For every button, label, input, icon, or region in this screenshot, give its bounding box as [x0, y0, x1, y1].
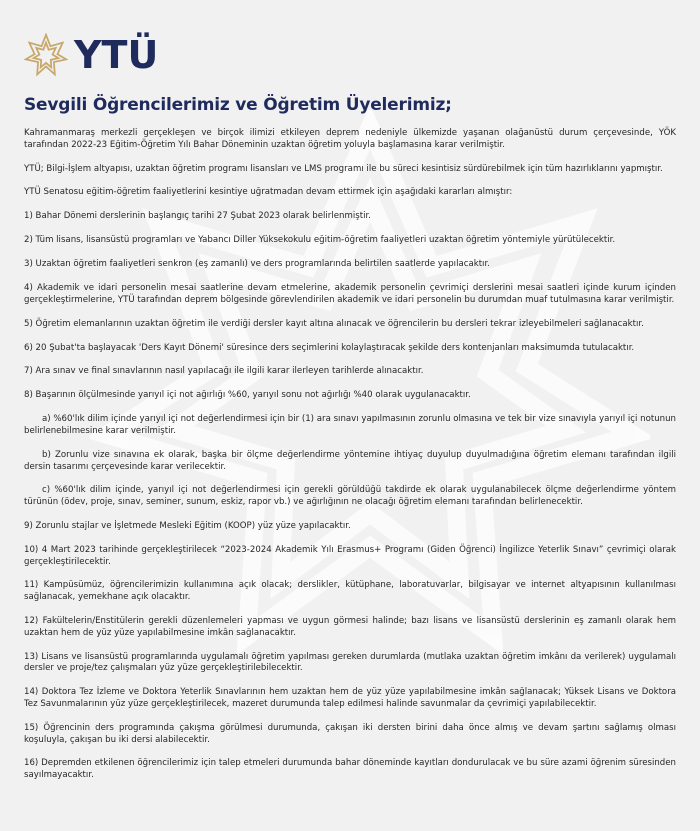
paragraph: c) %60'lık dilim içinde, yarıyıl içi not değerlendirmesi için gerekli görüldüğü takdirde ek olarak uygulanabilecek ölçme değerlendirme yöntem türünün (ödev, proje, sınav, seminer, sunum, eskiz, rapor vb.) ve ağırlığının ne olacağı öğretim elemanı tarafından belirlenecektir. [24, 485, 676, 508]
paragraph: 1) Bahar Dönemi derslerinin başlangıç tarihi 27 Şubat 2023 olarak belirlenmiştir. [24, 211, 371, 222]
paragraph: YTÜ; Bilgi-İşlem altyapısı, uzaktan öğretim programı lisansları ve LMS programı ile bu süreci kesintisiz sürdürebilmek için tüm hazırlıklarını yapmıştır. [24, 163, 663, 174]
paragraph: 11) Kampüsümüz, öğrencilerimizin kullanımına açık olacak; derslikler, kütüphane, laboratuvarlar, bilgisayar ve internet altyapısının kullanılması sağlanacak, yemekhane açık olacaktır. [24, 580, 676, 603]
paragraph: b) Zorunlu vize sınavına ek olarak, başka bir ölçme değerlendirme yöntemine ihtiyaç duyulup duyulmadığına öğretim elemanı tarafından ilgili dersin tasarımı çerçevesinde karar verilecektir. [24, 449, 676, 472]
paragraph: 8) Başarının ölçülmesinde yarıyıl içi not ağırlığı %60, yarıyıl sonu not ağırlığı %40 olarak uygulanacaktır. [24, 390, 471, 401]
paragraph: 3) Uzaktan öğretim faaliyetleri senkron (eş zamanlı) ve ders programlarında belirtilen saatlerde yapılacaktır. [24, 259, 490, 270]
paragraph: Kahramanmaraş merkezli gerçekleşen ve birçok ilimizi etkileyen deprem nedeniyle ülkemizde yaşanan olağanüstü durum çerçevesinde, YÖK tarafından 2022-23 Eğitim-Öğretim Yılı Bahar Döneminin uzaktan öğretim yoluyla başlamasına karar verilmiştir. [24, 128, 676, 150]
ytu-star-logo-icon [24, 33, 68, 77]
paragraph-list [24, 128, 676, 782]
paragraph: 14) Doktora Tez İzleme ve Doktora Yeterlik Sınavlarının hem uzaktan hem de yüz yüze yapılabilmesine imkân sağlanacak; Yüksek Lisans ve Doktora Tez Savunmalarının yüz yüze gerçekleştirilecek, mazeret durumunda talep edilmesi halinde savunmalar da çevrimiçi yapılabilecektir. [24, 687, 676, 709]
paragraph: 2) Tüm lisans, lisansüstü programları ve Yabancı Diller Yüksekokulu eğitim-öğretim faaliyetleri uzaktan öğretim yöntemiyle yürütülecektir. [24, 235, 616, 246]
paragraph: YTÜ Senatosu eğitim-öğretim faaliyetlerini kesintiye uğratmadan devam ettirmek için aşağıdaki kararları almıştır: [24, 187, 513, 198]
page-title: Sevgili Öğrencilerimiz ve Öğretim Üyelerimiz; [24, 95, 452, 115]
header [24, 30, 158, 80]
paragraph: 5) Öğretim elemanlarının uzaktan öğretim ile verdiği dersler kayıt altına alınacak ve öğrencilerin bu dersleri tekrar izleyebilmeleri sağlanacaktır. [24, 318, 644, 329]
paragraph: 16) Depremden etkilenen öğrencilerimiz için talep etmeleri durumunda bahar döneminde kayıtları dondurulacak ve bu süre azami öğrenim süresinden sayılmayacaktır. [24, 758, 676, 781]
logo-text: YTÜ [74, 33, 159, 77]
paragraph: 12) Fakültelerin/Enstitülerin gerekli düzenlemeleri yapması ve uygun görmesi halinde; bazı lisans ve lisansüstü derslerinin eş zamanlı olarak hem uzaktan hem de yüz yüze yapılabilmesine imkân sağlanacaktır. [24, 616, 676, 638]
paragraph: 6) 20 Şubat'ta başlayacak 'Ders Kayıt Dönemi' süresince ders seçimlerini kolaylaştıracak şekilde ders kontenjanları maksimumda tutulacaktır. [24, 342, 635, 353]
paragraph: 10) 4 Mart 2023 tarihinde gerçekleştirilecek “2023-2024 Akademik Yılı Erasmus+ Programı (Giden Öğrenci) İngilizce Yeterlik Sınavı” çevrimiçi olarak gerçekleştirilecektir. [24, 544, 676, 567]
paragraph: a) %60'lık dilim içinde yarıyıl içi not değerlendirmesi için bir (1) ara sınavı yapılmasının zorunlu olmasına ve tek bir vize sınavıyla yarıyıl içi notunun belirlenebilmesine karar verilmiştir. [24, 414, 676, 436]
paragraph: 7) Ara sınav ve final sınavlarının nasıl yapılacağı ile ilgili karar ilerleyen tarihlerde alınacaktır. [24, 366, 424, 377]
paragraph: 9) Zorunlu stajlar ve İşletmede Mesleki Eğitim (KOOP) yüz yüze yapılacaktır. [24, 520, 351, 531]
paragraph: 13) Lisans ve lisansüstü programlarında uygulamalı öğretim yapılması gereken durumlarda (mutlaka uzaktan öğretim imkânı da verilerek) uygulamalı dersler ve proje/tez çalışmaları yüz yüze gerçekleştirilebilecektir. [24, 651, 676, 674]
paragraph: 15) Öğrencinin ders programında çakışma görülmesi durumunda, çakışan iki dersten birini daha önce almış ve devam şartını sağlamış olması koşuluyla, çakışan bu iki dersi alabilecektir. [24, 722, 676, 745]
announcement-body [24, 94, 676, 794]
paragraph: 4) Akademik ve idari personelin mesai saatlerine devam etmelerine, akademik personelin çevrimiçi derslerini mesai saatleri içinde kurum içinden gerçekleştirmelerine, YTÜ tarafından deprem bölgesinde görevlendirilen akademik ve idari personelin bu durumdan muaf tutulmasına karar verilmiştir. [24, 283, 676, 305]
